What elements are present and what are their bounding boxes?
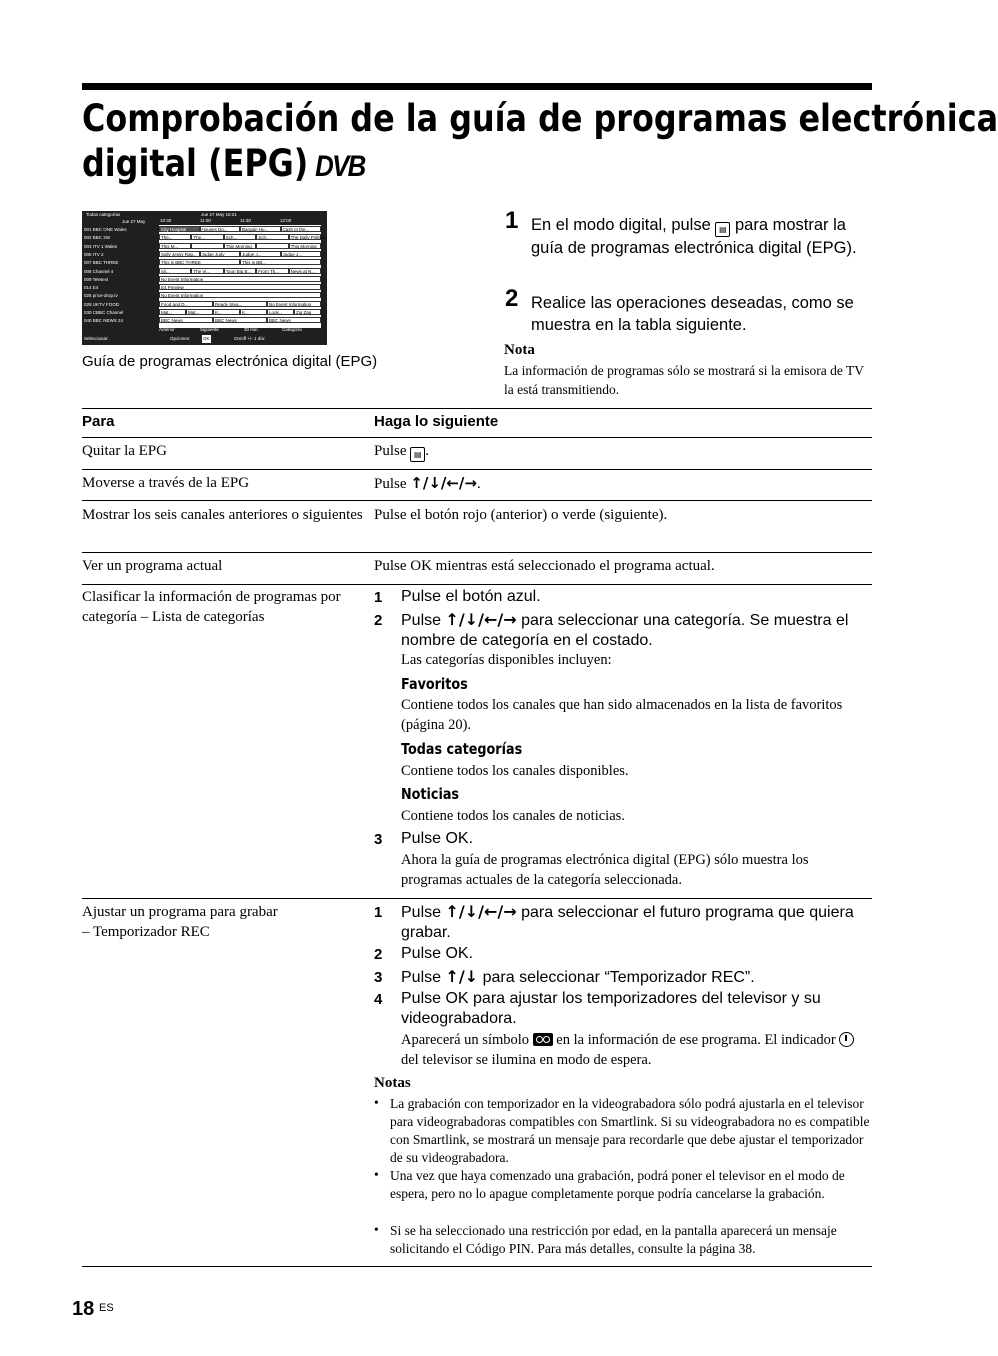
bullet: • [374, 1222, 379, 1237]
epg-cell: Houses Do... [200, 226, 241, 232]
epg-cell: The Vi... [191, 268, 223, 274]
epg-select-label: Seleccionar: [84, 336, 109, 341]
step-number: 3 [374, 969, 383, 986]
category-todas-text: Contiene todos los canales disponibles. [401, 763, 629, 779]
step-2-number: 2 [505, 285, 519, 312]
epg-cell: No Event Information [267, 301, 321, 307]
epg-channel: 007 BBC THREE [84, 260, 119, 266]
standby-clock-icon [839, 1032, 854, 1047]
epg-cell: No Event Information [159, 292, 321, 298]
epg-cell [256, 243, 288, 249]
epg-cell: From Th... [256, 268, 288, 274]
row-mover-right: Pulse ↑/↓/←/→. [374, 474, 481, 492]
row-ajustar-left-1: Ajustar un programa para grabar [82, 904, 278, 920]
epg-cell: BBC News [213, 317, 267, 323]
arrow-keys-icon: ↑/↓/←/→ [445, 610, 517, 629]
epg-nav [159, 326, 324, 333]
epg-time: 12:00 [280, 218, 292, 223]
epg-cell: Mat... [159, 309, 186, 315]
epg-cell: Toon Big B... [224, 268, 256, 274]
epg-cell: Food and D... [159, 301, 213, 307]
table-rule [82, 469, 872, 470]
dvb-logo-icon: DVB [315, 150, 365, 183]
epg-cell: This is BB... [240, 259, 321, 265]
step-number: 3 [374, 831, 383, 848]
row-quitar-left: Quitar la EPG [82, 443, 167, 459]
epg-channel: 001 BBC ONE Wales [84, 227, 127, 232]
row-ajustar-left [82, 902, 367, 942]
title-line-1: Comprobación de la guía de programas electrónica [82, 97, 998, 140]
table-rule [82, 437, 872, 438]
epg-cell: Cash In the... [281, 226, 322, 232]
page-lang: ES [99, 1302, 114, 1314]
epg-cell: City Hospital [159, 226, 200, 232]
epg-channel: 002 BBC 2W [84, 235, 111, 241]
epg-cell [191, 243, 223, 249]
table-top-rule [82, 408, 872, 409]
epg-cell: Bargain Hu... [240, 226, 281, 232]
row-mostrar-left: Mostrar los seis canales anteriores o siguientes [82, 507, 363, 523]
note-heading: Nota [504, 342, 535, 358]
epg-cell: BBC News [267, 317, 321, 323]
category-noticias: Noticias [401, 785, 460, 803]
epg-time: 11:00 [200, 218, 211, 223]
epg-channel: 008 Channel 4 [84, 268, 114, 274]
arrow-keys-icon: ↑/↓/←/→ [410, 474, 477, 492]
epg-cell: Judge J... [240, 251, 281, 257]
epg-cell: Mat... [186, 309, 213, 315]
title-rule [82, 83, 872, 90]
epg-options-label: Opciones: [170, 336, 191, 341]
row-mover-left: Moverse a través de la EPG [82, 475, 250, 491]
arrow-keys-icon: ↑/↓/←/→ [445, 902, 517, 921]
category-favoritos: Favoritos [401, 675, 468, 693]
ajustar-step-3: Pulse ↑/↓ para seleccionar “Temporizador REC”. [401, 967, 755, 986]
step-number: 1 [374, 904, 383, 921]
epg-time: 11:30 [240, 218, 251, 223]
ajustar-step-4: Pulse OK para ajustar los temporizadores del televisor y su videograbadora. [401, 990, 821, 1027]
epg-cell: Sally Jessy Rap... [159, 251, 200, 257]
epg-cell: Sch... [256, 234, 288, 240]
epg-channel: 003 ITV 1 Wales [84, 243, 118, 249]
epg-channel: 030 CBBC Channel [84, 310, 124, 315]
table-rule [82, 552, 872, 553]
epg-nav-prev: Anterior [159, 327, 175, 332]
epg-cell: No Event Information [159, 276, 321, 282]
epg-grid [159, 225, 326, 328]
table-header-para: Para [82, 413, 115, 430]
note-text: La información de programas sólo se mostrará si la emisora de TV la está transmitiendo. [504, 363, 864, 397]
epg-channel: 014 E4 [84, 285, 99, 291]
categories-intro: Las categorías disponibles incluyen: [401, 652, 612, 668]
epg-footer [84, 335, 324, 343]
epg-nav-category: Categoría [282, 327, 302, 332]
epg-datetime: Jue 27 May 16:21 [201, 212, 237, 217]
notas-heading: Notas [374, 1075, 411, 1091]
row-quitar-right: Pulse ▤ . [374, 441, 872, 462]
step-1-number: 1 [505, 207, 519, 234]
ajustar-step-4-text: Aparecerá un símbolo en la información de ese programa. El indicador del televisor se ilumina en modo de espera. [401, 1030, 871, 1070]
rec-timer-icon [533, 1033, 553, 1046]
epg-cell: Judge Judy [200, 251, 241, 257]
epg-screenshot [82, 211, 327, 345]
page-title [82, 96, 998, 189]
epg-cell: This M... [159, 243, 191, 249]
epg-cell: This is BBC THREE [159, 259, 240, 265]
note-bullet-3: Si se ha seleccionado una restricción por edad, en la pantalla aparecerá un mensaje solicitando el Código PIN. Para más detalles, consulte la página 38. [390, 1223, 837, 1256]
bullet: • [374, 1095, 379, 1110]
epg-cell: Ready Stea... [213, 301, 267, 307]
epg-cell: Look... [267, 309, 294, 315]
step-number: 2 [374, 946, 383, 963]
guide-icon: ▤ [715, 222, 730, 237]
epg-channel: 040 BBC NEWS 24 [84, 318, 124, 324]
epg-channel: 028 UKTV FOOD [84, 301, 120, 307]
row-ver-left: Ver un programa actual [82, 558, 223, 574]
epg-cell: Sil... [159, 268, 191, 274]
epg-channel: 006 ITV 2 [84, 251, 104, 257]
epg-cell: Zig Zag [294, 309, 321, 315]
title-line-2: digital (EPG) DVB [82, 141, 770, 189]
epg-cell: The Daily Politics [290, 235, 326, 241]
category-favoritos-text: Contiene todos los canales que han sido almacenados en la lista de favoritos (página 20). [401, 697, 843, 733]
step-number: 4 [374, 991, 383, 1008]
epg-cell: Judge J... [281, 251, 322, 257]
epg-nav-30min: 30 min [244, 327, 258, 332]
epg-cell: This Morning [224, 243, 256, 249]
epg-cell: K... [213, 309, 240, 315]
epg-day-label: On/off +/- 1 día: [234, 336, 266, 341]
row-ver-right: Pulse OK mientras está seleccionado el programa actual. [374, 558, 715, 574]
table-header-haga: Haga lo siguiente [374, 413, 499, 430]
bullet: • [374, 1167, 379, 1182]
epg-cell: The... [191, 234, 223, 240]
epg-channel: 009 Teletext [84, 276, 109, 282]
clasificar-step-2: Pulse ↑/↓/←/→ para seleccionar una categoría. Se muestra el nombre de categoría en el costado. [401, 610, 849, 649]
epg-cell: The... [159, 234, 191, 240]
clasificar-step-1: Pulse el botón azul. [401, 588, 541, 605]
table-bottom-rule [82, 1266, 872, 1267]
step-number: 1 [374, 589, 383, 606]
epg-date: Jue 27 May [122, 219, 146, 224]
epg-cell: E4 Preview [159, 284, 321, 290]
row-ajustar-left-2: – Temporizador REC [82, 924, 210, 940]
table-rule [82, 584, 872, 585]
table-rule [82, 898, 872, 899]
epg-caption: Guía de programas electrónica digital (EPG) [82, 353, 378, 370]
clasificar-step-3: Pulse OK. [401, 830, 474, 847]
note-bullet-2: Una vez que haya comenzado una grabación, podrá poner el televisor en el modo de espera, pero no lo apague completamente porque podría cancelarse la grabación. [390, 1168, 845, 1201]
category-todas: Todas categorías [401, 740, 523, 758]
arrow-up-down-icon: ↑/↓ [445, 967, 479, 986]
step-number: 2 [374, 612, 383, 629]
epg-nav-next: Siguiente [200, 327, 219, 332]
row-mostrar-right: Pulse el botón rojo (anterior) o verde (siguiente). [374, 507, 668, 523]
clasificar-step-3-text: Ahora la guía de programas electrónica digital (EPG) sólo muestra los programas actuales de la categoría seleccionada. [401, 852, 809, 888]
ajustar-step-2: Pulse OK. [401, 945, 474, 962]
ajustar-step-1: Pulse ↑/↓/←/→ para seleccionar el futuro programa que quiera grabar. [401, 902, 854, 941]
page-number: 18 [72, 1298, 95, 1320]
epg-channel: 026 price-drop.tv [84, 293, 118, 299]
epg-cell: Sch... [224, 234, 256, 240]
row-clasificar-left: Clasificar la información de programas por categoría – Lista de categorías [82, 589, 341, 625]
table-rule [82, 500, 872, 501]
note-bullet-1: La grabación con temporizador en la videograbadora sólo podrá ajustarla en el televisor para videograbadoras compatibles con Smartlink. Si su videograbadora no es compatible con Smartlink, se mostrará un mensaje para recordarle que debe ajustar el temporizador de su videograbadora. [390, 1096, 870, 1165]
step-1-text: En el modo digital, pulse ▤ para mostrar la guía de programas electrónica digital (EPG). [531, 216, 857, 257]
epg-cell: This Morning [289, 243, 321, 249]
epg-cell: K... [240, 309, 267, 315]
epg-time: 10:30 [160, 218, 172, 223]
step-2-text: Realice las operaciones deseadas, como se muestra en la tabla siguiente. [531, 294, 854, 334]
guide-icon: ▤ [410, 447, 425, 462]
category-noticias-text: Contiene todos los canales de noticias. [401, 808, 625, 824]
epg-cell: News at N... [289, 268, 321, 274]
epg-category: Todas categorías [86, 212, 121, 217]
epg-ok: OK [203, 336, 210, 341]
epg-cell: BBC News [159, 317, 213, 323]
